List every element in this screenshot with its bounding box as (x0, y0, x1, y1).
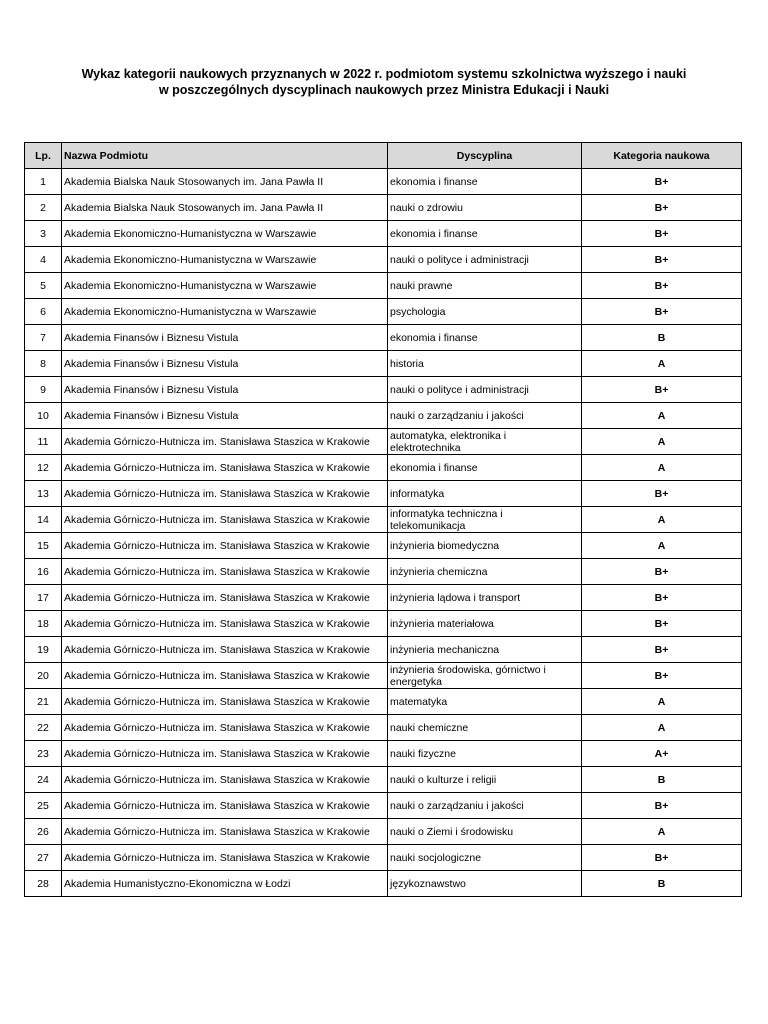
cell-name: Akademia Górniczo-Hutnicza im. Stanisława Staszica w Krakowie (62, 611, 388, 637)
cell-name: Akademia Bialska Nauk Stosowanych im. Jana Pawła II (62, 169, 388, 195)
table-row (25, 429, 742, 455)
document-title (0, 66, 768, 98)
cell-discipline: inżynieria materiałowa (388, 611, 582, 637)
cell-category: A (582, 429, 742, 455)
cell-discipline: inżynieria chemiczna (388, 559, 582, 585)
cell-discipline: inżynieria biomedyczna (388, 533, 582, 559)
cell-category: B+ (582, 195, 742, 221)
cell-lp: 10 (25, 403, 62, 429)
cell-discipline: ekonomia i finanse (388, 455, 582, 481)
cell-lp: 19 (25, 637, 62, 663)
cell-category: B+ (582, 247, 742, 273)
cell-name: Akademia Górniczo-Hutnicza im. Stanisława Staszica w Krakowie (62, 819, 388, 845)
table-row (25, 195, 742, 221)
cell-discipline: nauki fizyczne (388, 741, 582, 767)
cell-category: A (582, 819, 742, 845)
cell-lp: 8 (25, 351, 62, 377)
cell-category: B (582, 325, 742, 351)
cell-lp: 24 (25, 767, 62, 793)
cell-category: B+ (582, 299, 742, 325)
table-row (25, 403, 742, 429)
header-category: Kategoria naukowa (582, 143, 742, 169)
cell-lp: 2 (25, 195, 62, 221)
cell-category: B+ (582, 169, 742, 195)
cell-category: B+ (582, 481, 742, 507)
cell-category: A (582, 533, 742, 559)
table-row (25, 637, 742, 663)
cell-lp: 25 (25, 793, 62, 819)
cell-category: A (582, 455, 742, 481)
cell-category: B+ (582, 637, 742, 663)
cell-name: Akademia Górniczo-Hutnicza im. Stanisława Staszica w Krakowie (62, 481, 388, 507)
cell-category: A (582, 689, 742, 715)
cell-name: Akademia Górniczo-Hutnicza im. Stanisława Staszica w Krakowie (62, 533, 388, 559)
title-line-2: w poszczególnych dyscyplinach naukowych przez Ministra Edukacji i Nauki (158, 83, 610, 97)
table-row (25, 377, 742, 403)
cell-category: A (582, 715, 742, 741)
table-row (25, 221, 742, 247)
table-row (25, 325, 742, 351)
cell-name: Akademia Ekonomiczno-Humanistyczna w Warszawie (62, 273, 388, 299)
cell-lp: 15 (25, 533, 62, 559)
table-row (25, 533, 742, 559)
cell-name: Akademia Górniczo-Hutnicza im. Stanisława Staszica w Krakowie (62, 741, 388, 767)
cell-name: Akademia Finansów i Biznesu Vistula (62, 351, 388, 377)
cell-category: A (582, 403, 742, 429)
cell-discipline: inżynieria mechaniczna (388, 637, 582, 663)
cell-discipline: inżynieria lądowa i transport (388, 585, 582, 611)
cell-discipline: ekonomia i finanse (388, 325, 582, 351)
table-row (25, 819, 742, 845)
table-row (25, 689, 742, 715)
table-row (25, 273, 742, 299)
cell-name: Akademia Finansów i Biznesu Vistula (62, 377, 388, 403)
cell-lp: 28 (25, 871, 62, 897)
cell-discipline: nauki prawne (388, 273, 582, 299)
cell-category: B+ (582, 663, 742, 689)
table-row (25, 481, 742, 507)
cell-discipline: nauki o zarządzaniu i jakości (388, 403, 582, 429)
table-row (25, 585, 742, 611)
table-row (25, 871, 742, 897)
cell-name: Akademia Finansów i Biznesu Vistula (62, 325, 388, 351)
table-row (25, 247, 742, 273)
table-row (25, 351, 742, 377)
cell-name: Akademia Górniczo-Hutnicza im. Stanisława Staszica w Krakowie (62, 793, 388, 819)
cell-discipline: ekonomia i finanse (388, 169, 582, 195)
cell-name: Akademia Górniczo-Hutnicza im. Stanisława Staszica w Krakowie (62, 507, 388, 533)
cell-name: Akademia Ekonomiczno-Humanistyczna w Warszawie (62, 299, 388, 325)
cell-discipline: językoznawstwo (388, 871, 582, 897)
cell-name: Akademia Bialska Nauk Stosowanych im. Jana Pawła II (62, 195, 388, 221)
table-row (25, 299, 742, 325)
cell-name: Akademia Górniczo-Hutnicza im. Stanisława Staszica w Krakowie (62, 429, 388, 455)
cell-name: Akademia Humanistyczno-Ekonomiczna w Łodzi (62, 871, 388, 897)
cell-discipline: nauki o zarządzaniu i jakości (388, 793, 582, 819)
cell-name: Akademia Górniczo-Hutnicza im. Stanisława Staszica w Krakowie (62, 585, 388, 611)
cell-name: Akademia Ekonomiczno-Humanistyczna w Warszawie (62, 247, 388, 273)
cell-category: A+ (582, 741, 742, 767)
cell-category: B+ (582, 273, 742, 299)
cell-lp: 7 (25, 325, 62, 351)
cell-category: B+ (582, 845, 742, 871)
cell-discipline: psychologia (388, 299, 582, 325)
title-line-1: Wykaz kategorii naukowych przyznanych w 2022 r. podmiotom systemu szkolnictwa wyższego i nauki (81, 67, 687, 81)
cell-category: B+ (582, 611, 742, 637)
cell-discipline: informatyka (388, 481, 582, 507)
cell-discipline: ekonomia i finanse (388, 221, 582, 247)
cell-category: B+ (582, 377, 742, 403)
table-row (25, 767, 742, 793)
cell-discipline: nauki o Ziemi i środowisku (388, 819, 582, 845)
table-row (25, 169, 742, 195)
cell-name: Akademia Górniczo-Hutnicza im. Stanisława Staszica w Krakowie (62, 559, 388, 585)
cell-lp: 27 (25, 845, 62, 871)
cell-lp: 16 (25, 559, 62, 585)
cell-name: Akademia Górniczo-Hutnicza im. Stanisława Staszica w Krakowie (62, 767, 388, 793)
cell-lp: 26 (25, 819, 62, 845)
table-row (25, 715, 742, 741)
cell-lp: 18 (25, 611, 62, 637)
cell-lp: 22 (25, 715, 62, 741)
category-table (24, 142, 742, 897)
cell-lp: 6 (25, 299, 62, 325)
table-row (25, 559, 742, 585)
cell-name: Akademia Górniczo-Hutnicza im. Stanisława Staszica w Krakowie (62, 663, 388, 689)
cell-lp: 12 (25, 455, 62, 481)
table-header-row (25, 143, 742, 169)
table-row (25, 663, 742, 689)
table-row (25, 455, 742, 481)
cell-discipline: automatyka, elektronika i elektrotechnika (388, 429, 582, 455)
cell-name: Akademia Finansów i Biznesu Vistula (62, 403, 388, 429)
cell-name: Akademia Górniczo-Hutnicza im. Stanisława Staszica w Krakowie (62, 845, 388, 871)
cell-lp: 5 (25, 273, 62, 299)
cell-name: Akademia Górniczo-Hutnicza im. Stanisława Staszica w Krakowie (62, 637, 388, 663)
table-row (25, 507, 742, 533)
cell-name: Akademia Górniczo-Hutnicza im. Stanisława Staszica w Krakowie (62, 455, 388, 481)
cell-lp: 3 (25, 221, 62, 247)
table-row (25, 793, 742, 819)
table-row (25, 741, 742, 767)
cell-discipline: nauki chemiczne (388, 715, 582, 741)
cell-discipline: informatyka techniczna i telekomunikacja (388, 507, 582, 533)
cell-discipline: inżynieria środowiska, górnictwo i energetyka (388, 663, 582, 689)
cell-discipline: nauki o kulturze i religii (388, 767, 582, 793)
cell-lp: 13 (25, 481, 62, 507)
table-row (25, 611, 742, 637)
header-name: Nazwa Podmiotu (62, 143, 388, 169)
header-discipline: Dyscyplina (388, 143, 582, 169)
cell-discipline: nauki socjologiczne (388, 845, 582, 871)
header-lp: Lp. (25, 143, 62, 169)
cell-category: B+ (582, 559, 742, 585)
cell-discipline: nauki o polityce i administracji (388, 247, 582, 273)
cell-name: Akademia Górniczo-Hutnicza im. Stanisława Staszica w Krakowie (62, 715, 388, 741)
cell-discipline: nauki o polityce i administracji (388, 377, 582, 403)
cell-lp: 21 (25, 689, 62, 715)
cell-category: B+ (582, 221, 742, 247)
cell-lp: 4 (25, 247, 62, 273)
table-row (25, 845, 742, 871)
cell-category: B (582, 871, 742, 897)
cell-category: B+ (582, 585, 742, 611)
cell-lp: 11 (25, 429, 62, 455)
cell-lp: 17 (25, 585, 62, 611)
cell-lp: 23 (25, 741, 62, 767)
cell-lp: 20 (25, 663, 62, 689)
cell-category: B (582, 767, 742, 793)
cell-category: A (582, 351, 742, 377)
cell-lp: 9 (25, 377, 62, 403)
cell-lp: 1 (25, 169, 62, 195)
cell-name: Akademia Górniczo-Hutnicza im. Stanisława Staszica w Krakowie (62, 689, 388, 715)
cell-discipline: matematyka (388, 689, 582, 715)
cell-category: A (582, 507, 742, 533)
cell-discipline: historia (388, 351, 582, 377)
cell-discipline: nauki o zdrowiu (388, 195, 582, 221)
cell-name: Akademia Ekonomiczno-Humanistyczna w Warszawie (62, 221, 388, 247)
cell-category: B+ (582, 793, 742, 819)
cell-lp: 14 (25, 507, 62, 533)
